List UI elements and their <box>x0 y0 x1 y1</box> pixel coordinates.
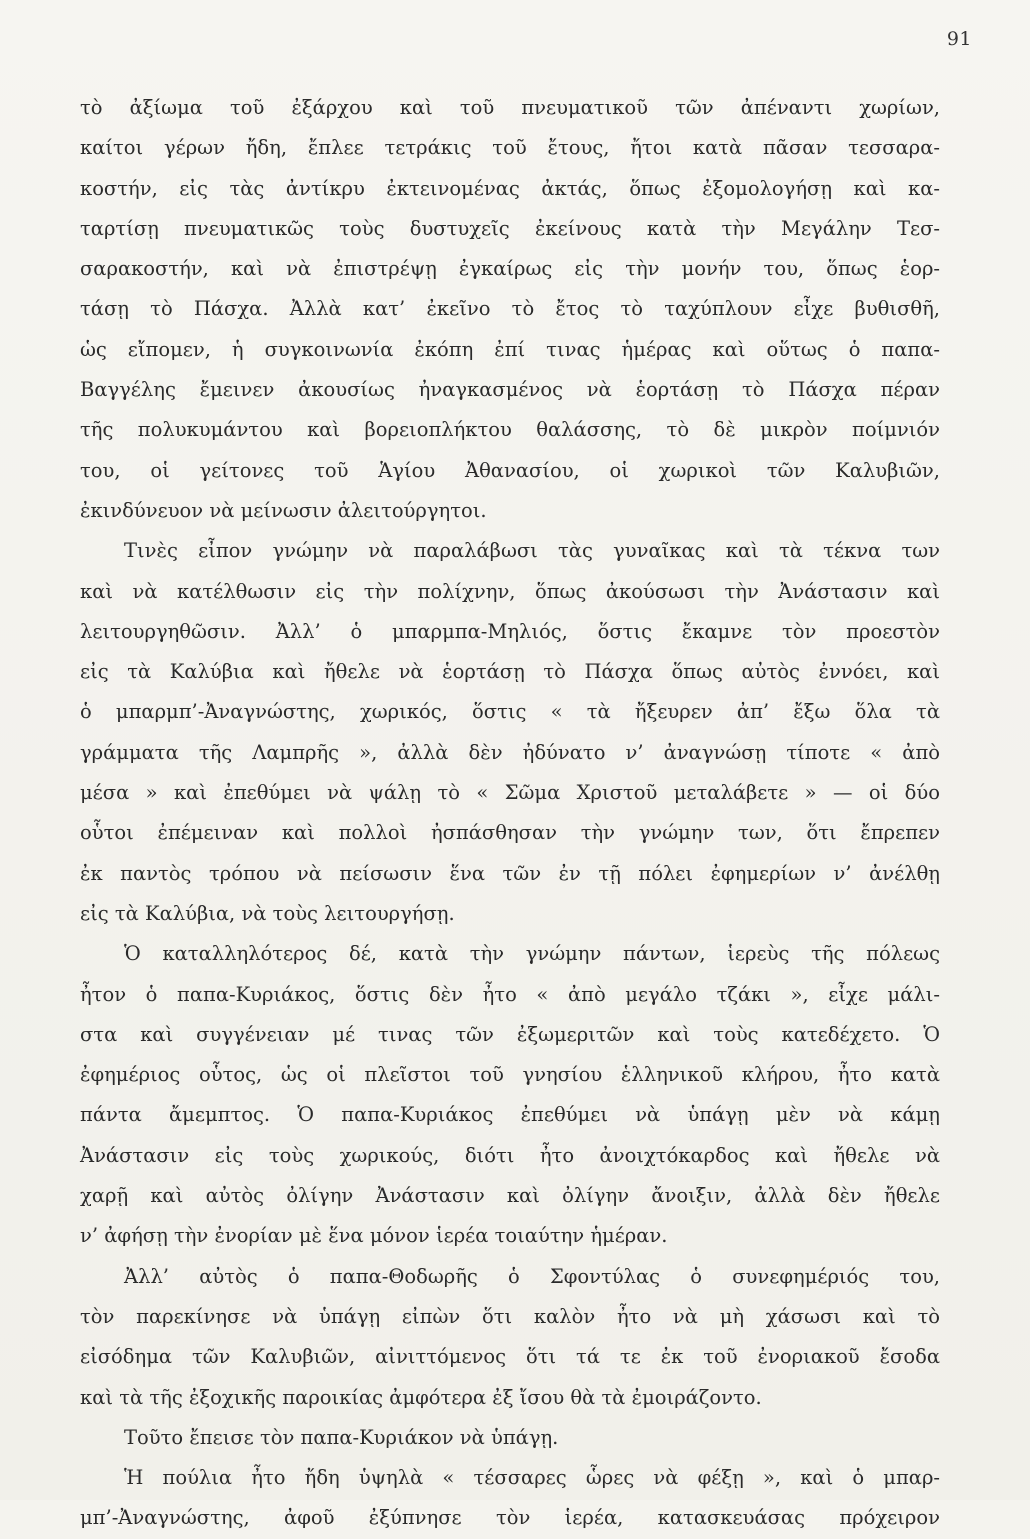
text-line: του, οἱ γείτονες τοῦ Ἁγίου Ἀθανασίου, οἱ χωρικοὶ τῶν Καλυβιῶν, <box>80 458 940 482</box>
text-line: Τινὲς εἶπον γνώμην νὰ παραλάβωσι τὰς γυναῖκας καὶ τὰ τέκνα των <box>124 539 940 563</box>
text-line: εἰσόδημα τῶν Καλυβιῶν, αἰνιττόμενος ὅτι τά τε ἐκ τοῦ ἐνοριακοῦ ἔσοδα <box>80 1345 940 1369</box>
text-line: γράμματα τῆς Λαμπρῆς », ἀλλὰ δὲν ἠδύνατο ν’ ἀναγνώσῃ τίποτε « ἀπὸ <box>80 740 940 764</box>
text-line: μέσα » καὶ ἐπεθύμει νὰ ψάλῃ τὸ « Σῶμα Χριστοῦ μεταλάβετε » — οἱ δύο <box>80 781 940 805</box>
text-line: ἦτον ὁ παπα-Κυριάκος, ὅστις δὲν ἦτο « ἀπὸ μεγάλο τζάκι », εἶχε μάλι- <box>80 982 940 1006</box>
text-line: ν’ ἀφήσῃ τὴν ἐνορίαν μὲ ἕνα μόνον ἱερέα τοιαύτην ἡμέραν. <box>80 1224 668 1248</box>
page-number: 91 <box>946 28 972 50</box>
text-line: καὶ νὰ κατέλθωσιν εἰς τὴν πολίχνην, ὅπως ἀκούσωσι τὴν Ἀνάστασιν καὶ <box>80 579 940 603</box>
text-line: τῆς πολυκυμάντου καὶ βορειοπλήκτου θαλάσσης, τὸ δὲ μικρὸν ποίμνιόν <box>80 418 940 442</box>
text-line: ὁ μπαρμπ’-Ἀναγνώστης, χωρικός, ὅστις « τὰ ἤξευρεν ἀπ’ ἔξω ὅλα τὰ <box>80 700 940 724</box>
text-line: σαρακοστήν, καὶ νὰ ἐπιστρέψῃ ἐγκαίρως εἰς τὴν μονήν του, ὅπως ἑορ- <box>80 257 940 281</box>
text-line: χαρῇ καὶ αὐτὸς ὀλίγην Ἀνάστασιν καὶ ὀλίγην ἄνοιξιν, ἀλλὰ δὲν ἤθελε <box>80 1184 940 1208</box>
text-line: τάσῃ τὸ Πάσχα. Ἀλλὰ κατ’ ἐκεῖνο τὸ ἔτος τὸ ταχύπλουν εἶχε βυθισθῆ, <box>80 297 940 321</box>
text-line: Ἀλλ’ αὐτὸς ὁ παπα-Θοδωρῆς ὁ Σφοντύλας ὁ συνεφημέριός του, <box>124 1264 940 1288</box>
text-line: ταρτίσῃ πνευματικῶς τοὺς δυστυχεῖς ἐκείνους κατὰ τὴν Μεγάλην Τεσ- <box>80 216 940 240</box>
text-line: ὡς εἴπομεν, ἡ συγκοινωνία ἐκόπη ἐπί τινας ἡμέρας καὶ οὕτως ὁ παπα- <box>80 337 940 361</box>
text-line: τὸν παρεκίνησε νὰ ὑπάγῃ εἰπὼν ὅτι καλὸν ἦτο νὰ μὴ χάσωσι καὶ τὸ <box>80 1304 940 1328</box>
text-line: ἐφημέριος οὗτος, ὡς οἱ πλεῖστοι τοῦ γνησίου ἑλληνικοῦ κλήρου, ἦτο κατὰ <box>80 1063 940 1087</box>
text-line: εἰς τὰ Καλύβια καὶ ἤθελε νὰ ἑορτάσῃ τὸ Πάσχα ὅπως αὐτὸς ἐννόει, καὶ <box>80 660 940 684</box>
text-line: μπ’-Ἀναγνώστης, ἀφοῦ ἐξύπνησε τὸν ἱερέα, κατασκευάσας πρόχειρον <box>80 1506 940 1530</box>
text-line: ἐκ παντὸς τρόπου νὰ πείσωσιν ἕνα τῶν ἐν τῇ πόλει ἐφημερίων ν’ ἀνέλθῃ <box>80 861 940 885</box>
text-line: εἰς τὰ Καλύβια, νὰ τοὺς λειτουργήσῃ. <box>80 901 455 925</box>
text-line: Ἀνάστασιν εἰς τοὺς χωρικούς, διότι ἦτο ἀνοιχτόκαρδος καὶ ἤθελε νὰ <box>80 1143 940 1167</box>
text-line: ἐκινδύνευον νὰ μείνωσιν ἀλειτούργητοι. <box>80 498 487 522</box>
text-line: στα καὶ συγγένειαν μέ τινας τῶν ἐξωμεριτῶν καὶ τοὺς κατεδέχετο. Ὁ <box>80 1022 940 1046</box>
body-text <box>80 88 940 1539</box>
text-line: οὗτοι ἐπέμειναν καὶ πολλοὶ ἠσπάσθησαν τὴν γνώμην των, ὅτι ἔπρεπεν <box>80 821 940 845</box>
text-line: καὶ τὰ τῆς ἐξοχικῆς παροικίας ἀμφότερα ἐξ ἴσου θὰ τὰ ἐμοιράζοντο. <box>80 1385 762 1409</box>
text-line: Ὁ καταλληλότερος δέ, κατὰ τὴν γνώμην πάντων, ἱερεὺς τῆς πόλεως <box>124 942 940 966</box>
text-line: λειτουργηθῶσιν. Ἀλλ’ ὁ μπαρμπα-Μηλιός, ὅστις ἔκαμνε τὸν προεστὸν <box>80 619 940 643</box>
text-line: Τοῦτο ἔπεισε τὸν παπα-Κυριάκον νὰ ὑπάγῃ. <box>124 1425 559 1449</box>
text-line: Βαγγέλης ἔμεινεν ἀκουσίως ἠναγκασμένος νὰ ἑορτάσῃ τὸ Πάσχα πέραν <box>80 378 940 402</box>
text-line: Ἡ πούλια ἦτο ἤδη ὑψηλὰ « τέσσαρες ὧρες νὰ φέξῃ », καὶ ὁ μπαρ- <box>124 1466 940 1490</box>
text-line: τὸ ἀξίωμα τοῦ ἐξάρχου καὶ τοῦ πνευματικοῦ τῶν ἀπέναντι χωρίων, <box>80 96 940 119</box>
text-line: πάντα ἄμεμπτος. Ὁ παπα-Κυριάκος ἐπεθύμει νὰ ὑπάγῃ μὲν νὰ κάμῃ <box>80 1103 940 1127</box>
text-line: κοστήν, εἰς τὰς ἀντίκρυ ἐκτεινομένας ἀκτάς, ὅπως ἐξομολογήσῃ καὶ κα- <box>80 176 940 200</box>
text-line: καίτοι γέρων ἤδη, ἔπλεε τετράκις τοῦ ἔτους, ἤτοι κατὰ πᾶσαν τεσσαρα- <box>80 136 940 160</box>
